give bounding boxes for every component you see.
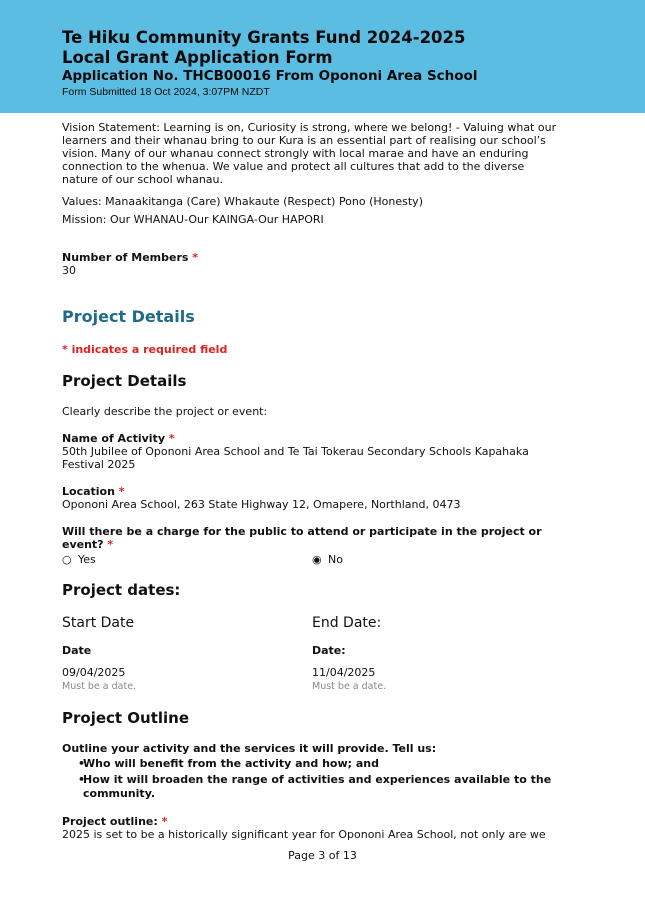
required-marker: * [107, 538, 114, 551]
activity-value: 50th Jubilee of Opononi Area School and Te Tai Tokerau Secondary Schools Kapahaka Festival 2025 [62, 445, 529, 471]
subsection-title-project-dates: Project dates: [62, 581, 181, 599]
mission-statement: Mission: Our WHANAU-Our KAINGA-Our HAPORI [62, 213, 324, 226]
project-outline-field [62, 815, 562, 841]
charge-question: Will there be a charge for the public to attend or participate in the project or event? * [62, 525, 542, 551]
charge-option-yes-label: Yes [78, 553, 96, 566]
submitted-timestamp: Form Submitted 18 Oct 2024, 3:07PM NZDT [62, 86, 270, 98]
vision-statement: Vision Statement: Learning is on, Curiosity is strong, where we belong! - Valuing what our learners and their whanau bring to our Kura is an essential part of realising our school’s vision. Many of our whanau connect strongly with local marae and have an enduring connection to the whenua. We value and protect all cultures that add to the diverse nature of our school whanau. [62, 121, 557, 186]
end-date-label: Date: [312, 644, 346, 657]
required-marker: * [118, 485, 125, 498]
subsection-title-project-details: Project Details [62, 372, 187, 390]
charge-option-no-label: No [328, 553, 343, 566]
outline-bullet-list [62, 757, 562, 801]
end-date-column [312, 614, 562, 693]
page-number: Page 3 of 13 [288, 849, 357, 862]
start-date-label: Date [62, 644, 92, 657]
outline-lead: Outline your activity and the services it will provide. Tell us: [62, 742, 437, 755]
required-marker: * [192, 251, 199, 264]
charge-field [62, 525, 562, 567]
end-date-hint: Must be a date. [312, 681, 387, 692]
start-date-column [62, 614, 312, 693]
members-value: 30 [62, 264, 76, 277]
radio-unselected-icon: ○ [62, 553, 72, 566]
location-field [62, 485, 562, 511]
activity-field [62, 432, 562, 471]
members-label: Number of Members * [62, 251, 199, 264]
activity-label: Name of Activity * [62, 432, 175, 445]
project-outline-label: Project outline: * [62, 815, 168, 828]
list-item: • Who will benefit from the activity and how; and [78, 757, 379, 770]
form-header [0, 0, 645, 113]
start-date-hint: Must be a date. [62, 681, 137, 692]
end-date-heading: End Date: [312, 615, 382, 631]
required-marker: * [168, 432, 175, 445]
list-item: • How it will broaden the range of activities and experiences available to the community. [78, 773, 552, 800]
values-statement: Values: Manaakitanga (Care) Whakaute (Respect) Pono (Honesty) [62, 195, 423, 208]
location-label: Location * [62, 485, 125, 498]
describe-prompt: Clearly describe the project or event: [62, 405, 268, 418]
start-date-heading: Start Date [62, 615, 135, 631]
application-number: Application No. THCB00016 From Opononi Area School [62, 68, 478, 84]
subsection-title-project-outline: Project Outline [62, 709, 190, 727]
charge-option-no[interactable] [312, 553, 562, 567]
location-value: Opononi Area School, 263 State Highway 12, Omapere, Northland, 0473 [62, 498, 461, 511]
required-field-note: * indicates a required field [62, 343, 228, 356]
form-content [62, 121, 562, 841]
start-date-value: 09/04/2025 [62, 666, 126, 679]
section-title-project-details: Project Details [62, 307, 195, 326]
grant-fund-title: Te Hiku Community Grants Fund 2024-2025 [62, 28, 466, 47]
required-marker: * [161, 815, 168, 828]
radio-selected-icon: ◉ [312, 553, 322, 566]
form-title: Local Grant Application Form [62, 48, 333, 67]
dates-row [62, 614, 562, 693]
charge-radio-group [62, 553, 562, 567]
charge-option-yes[interactable] [62, 553, 312, 567]
members-field [62, 251, 562, 277]
project-outline-value: 2025 is set to be a historically significant year for Opononi Area School, not only are we [62, 828, 546, 841]
end-date-value: 11/04/2025 [312, 666, 376, 679]
